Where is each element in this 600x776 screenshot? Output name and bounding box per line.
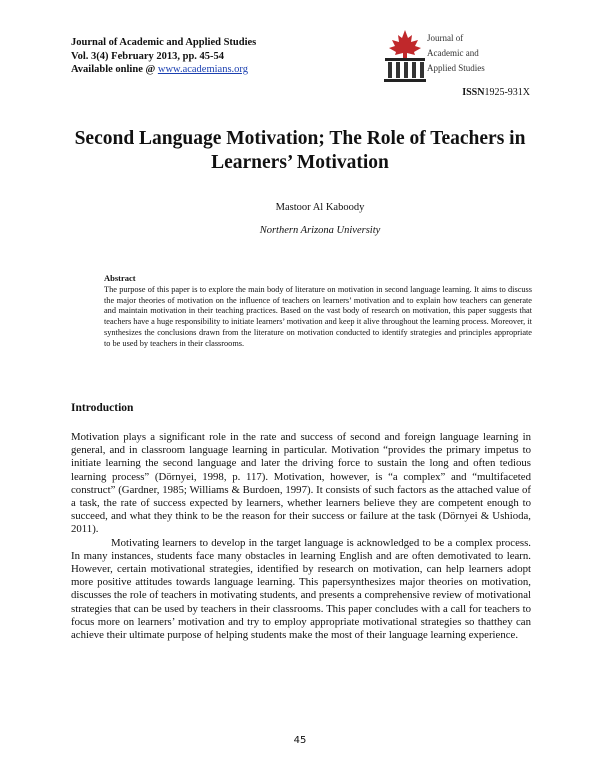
introduction-body	[71, 431, 531, 642]
abstract-text: The purpose of this paper is to explore the main body of literature on motivation in second language learning. It aims to discuss the major theories of motivation on the influence of teachers on learners’ motivation and to explain how teachers can generate and maintain motivation in their teaching practices. Based on the vast body of research on motivation, this paper suggests that teachers have a huge responsibility to initiate learners’ motivation and keep it alive throughout the learning process. Moreover, it synthesizes the conclusions drawn from the literature on motivation conducted to identify strategies and principles appropriate to be used by teachers in their classrooms.	[104, 284, 532, 348]
introduction-heading: Introduction	[71, 402, 134, 414]
paragraph: Motivating learners to develop in the target language is acknowledged to be a complex process. In many instances, students face many obstacles in learning English and are often demotivated to learn. However, certain motivational strategies, identified by research on motivation, can help learners adopt more positive attitudes towards language learning. This papersynthesizes major theories on motivation, discusses the role of teachers in motivating students, and presents a comprehensive review of motivational strategies that can be used by teachers in their classrooms. This paper concludes with a call for teachers to focus more on learners’ motivation and try to employ appropriate motivational strategies so thatthey can achieve their ultimate purpose of helping students make the most of their language learning experience.	[71, 536, 531, 642]
abstract-section	[104, 273, 532, 350]
journal-citation-block	[71, 36, 256, 77]
logo-line-2: Academic and	[427, 48, 479, 58]
logo-line-3: Applied Studies	[427, 63, 485, 73]
article-title: Second Language Motivation; The Role of Teachers in Learners’ Motivation	[74, 128, 526, 173]
columns-icon	[384, 58, 426, 82]
logo-line-1: Journal of	[427, 33, 464, 43]
page-number: 45	[293, 735, 307, 746]
volume-line: Vol. 3(4) February 2013, pp. 45-54	[71, 50, 225, 62]
abstract-heading: Abstract	[104, 273, 136, 283]
issn-line	[462, 87, 530, 98]
available-online-line	[71, 63, 256, 77]
journal-name: Journal of Academic and Applied Studies	[71, 37, 257, 48]
issn-value: 1925-931X	[484, 87, 530, 98]
issn-label: ISSN	[462, 87, 485, 98]
logo-text	[427, 31, 485, 76]
maple-leaf-icon	[389, 30, 421, 58]
website-link[interactable]: www.academians.org	[157, 64, 248, 75]
available-prefix: Available online @	[71, 64, 158, 75]
author-name: Mastoor Al Kaboody	[275, 202, 365, 213]
author-affiliation: Northern Arizona University	[259, 225, 381, 236]
paragraph: Motivation plays a significant role in the rate and success of second and foreign language learning in general, and in classroom language learning in particular. Motivation “provides the primary impetus to initiate learning the second language and later the driving force to sustain the long and often tedious learning process” (Dörnyei, 1998, p. 117). Motivation, however, is “a complex” and “multifaceted construct” (Gardner, 1985; Williams & Burdoen, 1997). It consists of such factors as the attached value of a task, the rate of success expected by learners, whether learners believe they are competent enough to succeed, and what they think to be the reason for their success or failure at the task (Dörnyei & Ushioda, 2011).	[71, 431, 531, 536]
